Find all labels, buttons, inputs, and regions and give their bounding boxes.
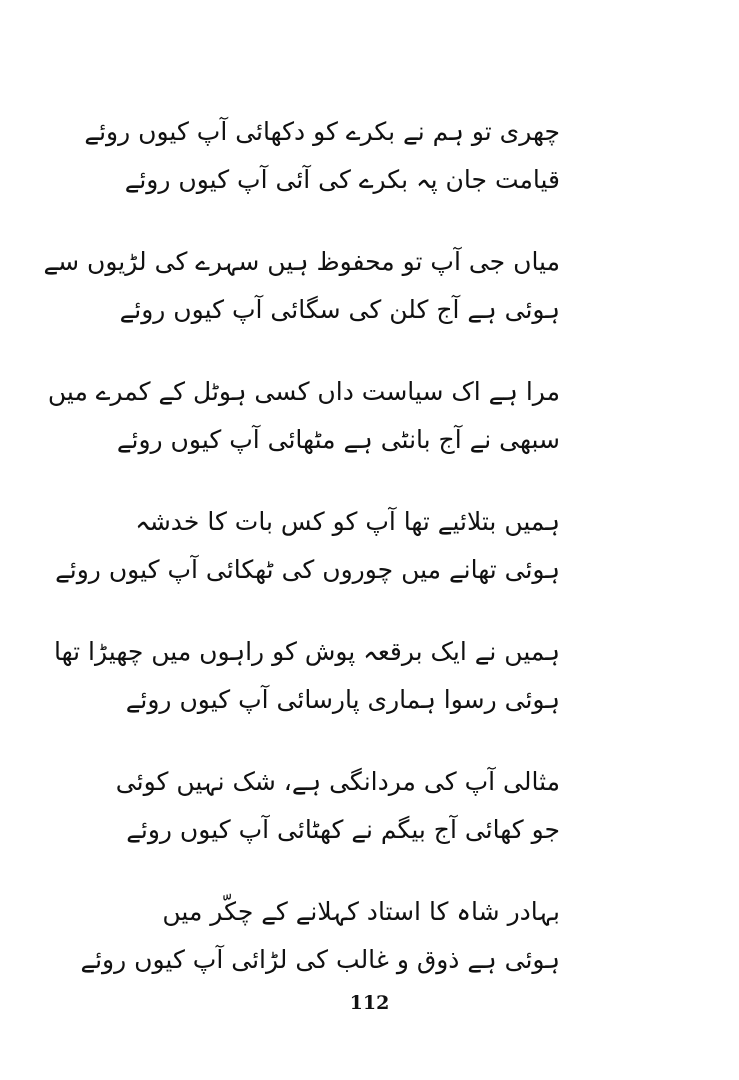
- verse-line: ہمیں بتلائیے تھا آپ کو کس بات کا خدشہ: [135, 507, 560, 536]
- verse-line: مثالی آپ کی مردانگی ہے، شک نہیں کوئی: [115, 767, 560, 796]
- verse-line: بہادر شاہ کا استاد کہلانے کے چکّر میں: [162, 897, 560, 926]
- verse-line: جو کھائی آج بیگم نے کھٹائی آپ کیوں روئے: [126, 815, 560, 844]
- poem: [43, 108, 560, 1018]
- verse-line: سبھی نے آج بانٹی ہے مٹھائی آپ کیوں روئے: [116, 425, 560, 454]
- verse-line: ہوئی ہے ذوق و غالب کی لڑائی آپ کیوں روئے: [80, 945, 560, 974]
- verse-line: چھری تو ہم نے بکرے کو دکھائی آپ کیوں روئے: [84, 117, 560, 146]
- stanza-3: [47, 368, 560, 498]
- verse-line: ہوئی تھانے میں چوروں کی ٹھکائی آپ کیوں روئے: [55, 555, 560, 584]
- verse-line: قیامت جان پہ بکرے کی آئی آپ کیوں روئے: [124, 165, 560, 194]
- verse-line: ہمیں نے ایک برقعہ پوش کو راہوں میں چھیڑا تھا: [54, 637, 560, 666]
- verse-line: مرا ہے اک سیاست داں کسی ہوٹل کے کمرے میں: [47, 377, 560, 406]
- stanza-5: [54, 628, 560, 758]
- stanza-1: [84, 108, 560, 238]
- stanza-6: [115, 758, 560, 888]
- stanza-4: [55, 498, 560, 628]
- verse-line: ہوئی رسوا ہماری پارسائی آپ کیوں روئے: [125, 685, 560, 714]
- page-number: 112: [349, 992, 390, 1014]
- stanza-2: [43, 238, 560, 368]
- verse-line: ہوئی ہے آج کلن کی سگائی آپ کیوں روئے: [119, 295, 560, 324]
- verse-line: میاں جی آپ تو محفوظ ہیں سہرے کی لڑیوں سے: [43, 247, 560, 276]
